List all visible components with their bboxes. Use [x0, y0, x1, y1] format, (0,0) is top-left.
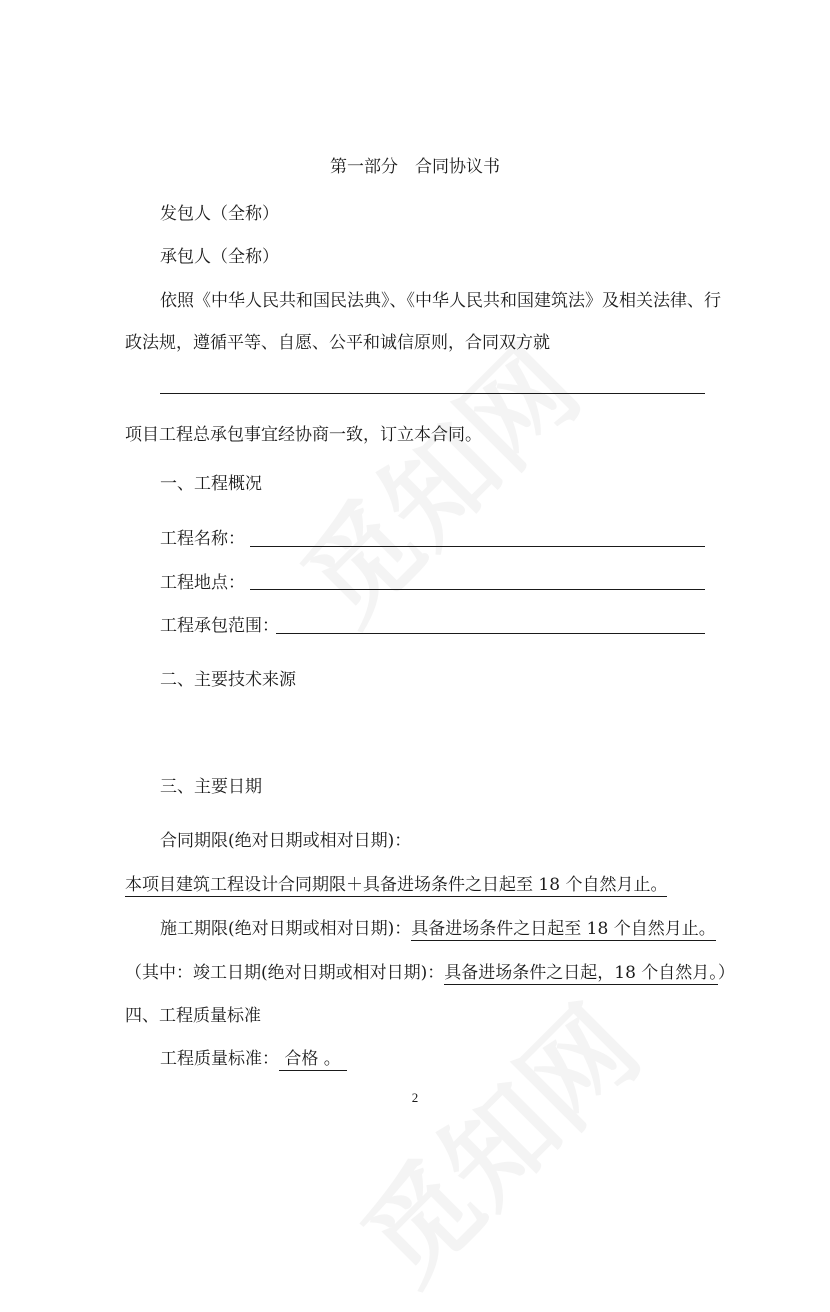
- section1-heading: 一、工程概况: [160, 474, 262, 494]
- quality-standard-value: 合格 。: [279, 1049, 347, 1071]
- project-name-blank: [160, 393, 705, 394]
- intro-text-line2: 政法规，遵循平等、自愿、公平和诚信原则，合同双方就: [125, 333, 550, 353]
- project-scope-field: [276, 633, 705, 634]
- project-name-label: 工程名称：: [160, 529, 245, 549]
- page-title: 第一部分 合同协议书: [330, 157, 500, 177]
- construction-period-label: 施工期限(绝对日期或相对日期)：: [160, 919, 412, 939]
- project-name-field: [250, 546, 705, 547]
- quality-standard-label: 工程质量标准：: [160, 1049, 279, 1069]
- construction-period-value: 具备进场条件之日起至 18 个自然月止。: [411, 919, 716, 939]
- section4-heading: 四、工程质量标准: [125, 1006, 261, 1026]
- project-location-label: 工程地点：: [160, 573, 245, 593]
- employer-label: 发包人（全称）: [160, 204, 279, 224]
- completion-date-row: [125, 961, 735, 985]
- completion-date-prefix: （其中：竣工日期(绝对日期或相对日期)：: [125, 963, 445, 983]
- watermark: [262, 306, 607, 651]
- construction-period-row: [160, 917, 716, 941]
- contract-period-value: [125, 873, 667, 897]
- completion-date-value: 具备进场条件之日起，18 个自然月。: [444, 963, 718, 983]
- project-location-field: [250, 589, 705, 590]
- contract-period-text: 本项目建筑工程设计合同期限＋具备进场条件之日起至 18 个自然月止。: [125, 875, 668, 895]
- contract-period-label: 合同期限(绝对日期或相对日期)：: [160, 831, 412, 851]
- section2-heading: 二、主要技术来源: [160, 670, 296, 690]
- watermark: [322, 966, 667, 1311]
- section3-heading: 三、主要日期: [160, 777, 262, 797]
- completion-date-suffix: ）: [717, 963, 735, 983]
- contractor-label: 承包人（全称）: [160, 247, 279, 267]
- quality-standard-row: [160, 1047, 347, 1071]
- intro-text-line1: 依照《中华人民共和国民法典》、《中华人民共和国建筑法》及相关法律、行: [160, 291, 721, 311]
- intro-text-line3: 项目工程总承包事宜经协商一致，订立本合同。: [125, 425, 482, 445]
- project-scope-label: 工程承包范围：: [160, 616, 279, 636]
- page-number: 2: [411, 1090, 419, 1105]
